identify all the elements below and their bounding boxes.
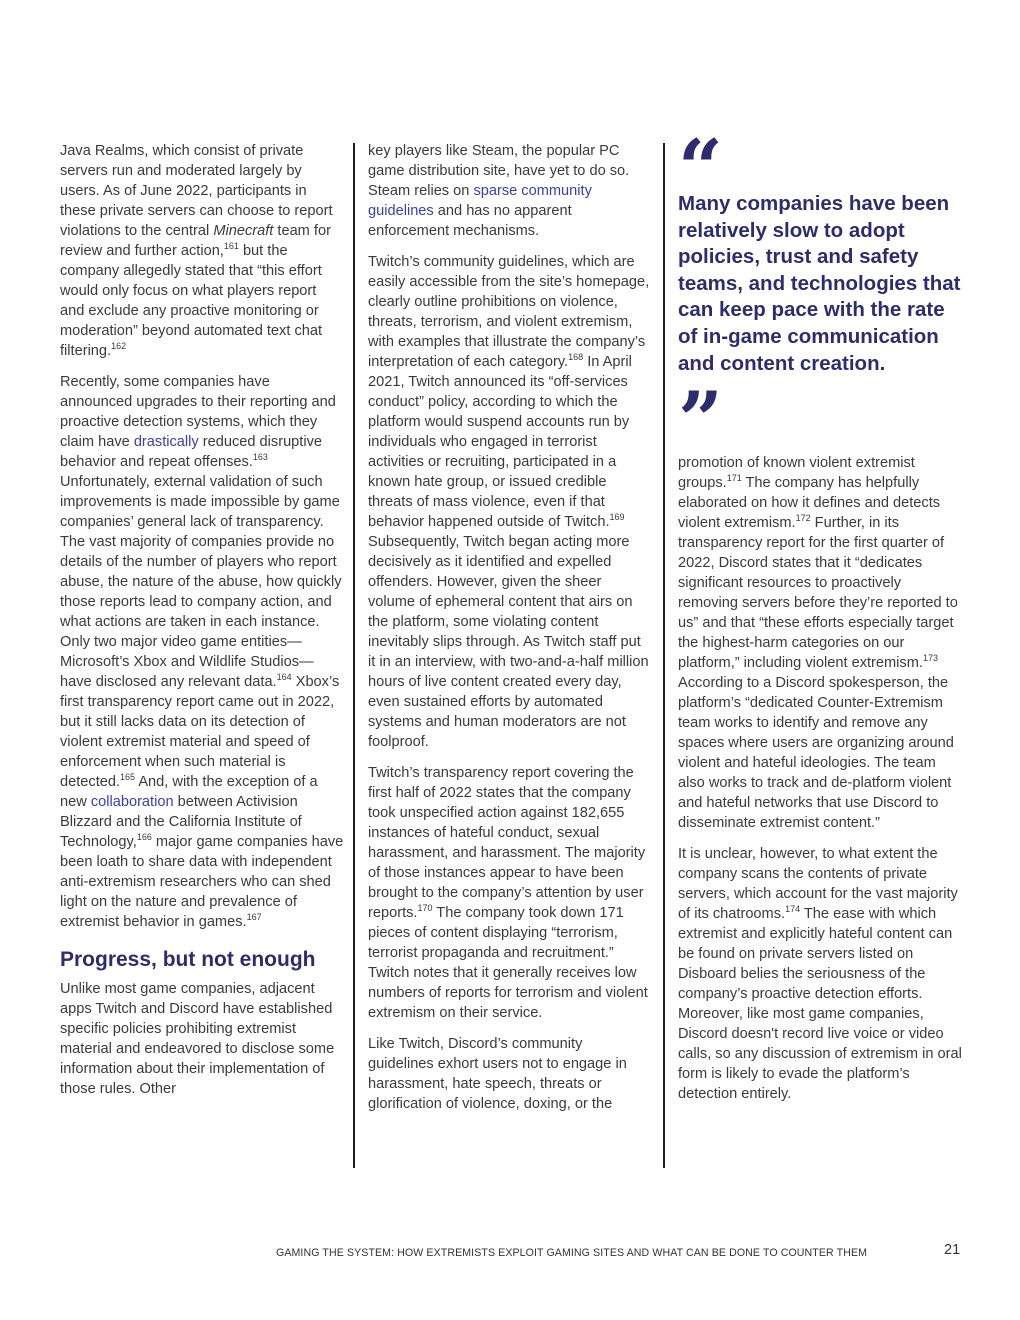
paragraph: Java Realms, which consist of private servers run and moderated largely by users. As of June 2022, participants in these private servers can choose to report violations to the central Minecraft team for review and further action,$^{161}$ but the company allegedly stated that “this effort would only focus on what players report and exclude any proactive monitoring or moderation” beyond automated text chat filtering.$^{162}$ <box>60 143 333 359</box>
footnote-ref[interactable]: 163 <box>252 452 268 462</box>
footnote-ref[interactable]: 170 <box>417 903 433 913</box>
paragraph: key players like Steam, the popular PC game distribution site, have yet to do so. Steam relies on sparse community guidelines and has no apparent enforcement mechanisms. <box>368 143 630 239</box>
pull-quote: Many companies have been relatively slow to adopt policies, trust and safety teams, and technologies that can keep pace with the rate of in-game communication and content creation. <box>678 192 961 375</box>
footnote-ref[interactable]: 169 <box>609 512 625 522</box>
footnote-ref[interactable]: 171 <box>726 473 742 484</box>
link-drastically[interactable]: drastically <box>133 434 199 450</box>
paragraph: Like Twitch, Discord’s community guidelines exhort users not to engage in harassment, hate speech, threats or glorification of violence, doxing, or the <box>368 1036 627 1112</box>
column-divider <box>353 143 355 1168</box>
column-3 <box>678 123 962 1115</box>
page-number: 21 <box>944 1242 961 1258</box>
footnote-ref[interactable]: 174 <box>785 904 801 915</box>
footnote-ref[interactable]: 168 <box>568 352 584 362</box>
paragraph: It is unclear, however, to what extent the company scans the contents of private servers, which account for the vast majority of its chatrooms.$^{174}$ The ease with which extremist and explicitly hateful content can be found on private servers listed on Disboard belies the seriousness of the company’s proactive detection efforts. Moreover, like most game companies, Discord doesn't record live voice or video calls, so any discussion of extremism in oral form is likely to evade the platform’s detection entirely. <box>678 846 962 1103</box>
footnote-ref[interactable]: 162 <box>111 341 127 351</box>
section-heading: Progress, but not enough <box>60 948 316 971</box>
open-quote-icon: “ <box>678 123 723 214</box>
footnote-ref[interactable]: 164 <box>276 672 292 682</box>
link-collaboration[interactable]: collaboration <box>90 794 174 810</box>
paragraph: Recently, some companies have announced upgrades to their reporting and proactive detection systems, which they claim have drastically reduced disruptive behavior and repeat offenses.$^{163}$ Unfortunately, external validation of such improvements is made impossible by game companies’ general lack of transparency. The vast majority of companies provide no details of the number of players who report abuse, the nature of the abuse, how quickly those reports lead to company action, and what actions are taken in each instance. Only two major video game entities—Microsoft’s Xbox and Wildlife Studios—have disclosed any relevant data.$^{164}$ Xbox’s first transparency report came out in 2022, but it still lacks data on its detection of violent extremist material and speed of enforcement when such material is detected.$^{165}$ And, with the exception of a new collaboration between Activision Blizzard and the California Institute of Technology,$^{166}$ major game companies have been loath to share data with independent anti-extremism researchers who can shed light on the nature and prevalence of extremist behavior in games.$^{167}$ <box>60 374 344 930</box>
footnote-ref[interactable]: 172 <box>795 513 811 524</box>
link-sparse-community-guidelines[interactable]: sparse community guidelines <box>368 183 592 219</box>
paragraph: Twitch’s community guidelines, which are easily accessible from the site’s homepage, clearly outline prohibitions on violence, threats, terrorism, and violent extremism, with examples that illustrate the company’s interpretation of each category.$^{168}$ In April 2021, Twitch announced its “off-services conduct” policy, according to which the platform would suspend accounts run by individuals who engaged in terrorist activities or recruiting, participated in a known hate group, or issued credible threats of mass violence, even if that behavior happened outside of Twitch.$^{169}$ Subsequently, Twitch began acting more decisively as it identified and expelled offenders. However, given the sheer volume of ephemeral content that airs on the platform, some violating content inevitably slips through. As Twitch staff put it in an interview, with two-and-a-half million hours of live content created every day, even sustained efforts by automated systems and human moderators are not foolproof. <box>368 254 650 750</box>
footnote-ref[interactable]: 166 <box>136 832 152 842</box>
paragraph: Unlike most game companies, adjacent apps Twitch and Discord have established specific policies prohibiting extremist material and endeavored to disclose some information about their implementation of those rules. Other <box>60 981 335 1097</box>
footnote-ref[interactable]: 165 <box>120 772 136 782</box>
footnote-ref[interactable]: 173 <box>922 653 938 664</box>
paragraph: Twitch’s transparency report covering the first half of 2022 states that the company took unspecified action against 182,655 instances of hateful conduct, sexual harassment, and harassment. The majority of those instances appear to have been brought to the company’s attention by user reports.$^{170}$ The company took down 171 pieces of content displaying “terrorism, terrorist propaganda and recruitment.” Twitch notes that it generally receives low numbers of reports for terrorism and violent extremism on their service. <box>368 765 648 1021</box>
column-divider <box>663 143 665 1168</box>
footnote-ref[interactable]: 167 <box>246 912 262 922</box>
paragraph: promotion of known violent extremist groups.$^{171}$ The company has helpfully elaborated on how it defines and detects violent extremism.$^{172}$ Further, in its transparency report for the first quarter of 2022, Discord states that it “dedicates significant resources to proactively removing servers before they’re reported to us” and that “these efforts especially target the highest-harm categories on our platform,” including violent extremism.$^{173}$ According to a Discord spokesperson, the platform’s “dedicated Counter-Extremism team works to identify and remove any spaces where users are organizing around violent and hateful ideologies. The team also works to track and de-platform violent and hateful networks that use Discord to disseminate extremist content.” <box>678 455 958 832</box>
italic-title: Minecraft <box>213 223 274 239</box>
footnote-ref[interactable]: 161 <box>223 241 239 251</box>
close-quote-icon: ” <box>678 375 723 467</box>
column-1 <box>60 141 344 1110</box>
running-footer-title: GAMING THE SYSTEM: HOW EXTREMISTS EXPLOIT GAMING SITES AND WHAT CAN BE DONE TO COUNTER THEM <box>276 1247 868 1259</box>
column-2 <box>368 141 652 1125</box>
